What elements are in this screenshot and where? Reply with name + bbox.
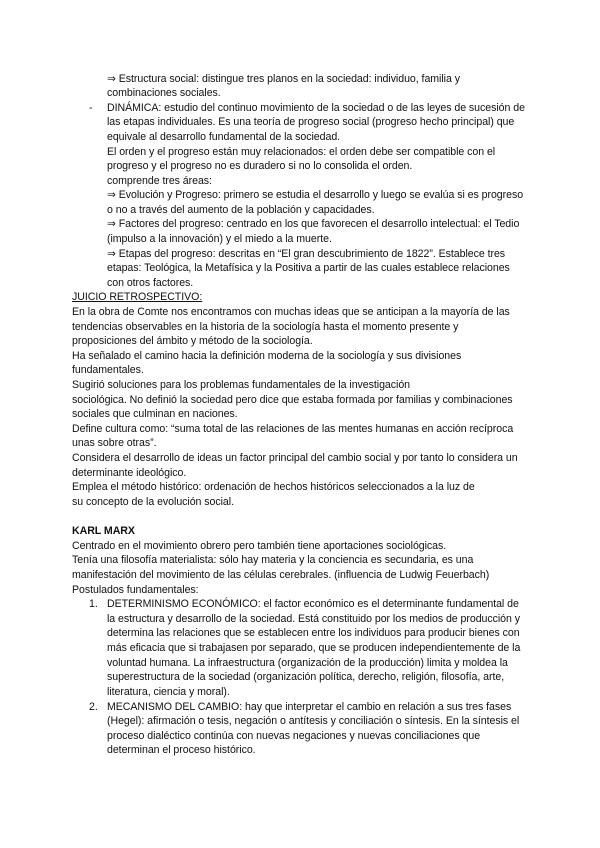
juicio-line: En la obra de Comte nos encontramos con muchas ideas que se anticipan a la mayoría de las	[72, 306, 510, 318]
area-etapas-line: con otros factores.	[107, 277, 194, 289]
juicio-heading: JUICIO RETROSPECTIVO:	[72, 291, 203, 303]
estructura-social-line: ⇒ Estructura social: distingue tres planos en la sociedad: individuo, familia y	[107, 73, 460, 85]
juicio-line: su concepto de la evolución social.	[72, 496, 234, 508]
juicio-line: determinante ideológico.	[72, 467, 187, 479]
postulado-line: determinan el proceso histórico.	[107, 744, 256, 756]
postulado-line: proceso dialéctico continúa con nuevas negaciones y nuevas conciliaciones que	[107, 730, 481, 742]
list-number: 1.	[89, 598, 98, 610]
postulado-line: MECANISMO DEL CAMBIO: hay que interpretar el cambio en relación a sus tres fases	[107, 701, 512, 713]
juicio-line: sociológica. No definió la sociedad pero dice que estaba formada por familias y combinaciones	[72, 394, 513, 406]
juicio-line: Considera el desarrollo de ideas un factor principal del cambio social y por tanto lo considera un	[72, 452, 518, 464]
area-etapas-line: etapas: Teológica, la Metafísica y la Positiva a partir de las cuales establece relaciones	[107, 262, 510, 274]
marx-heading: KARL MARX	[72, 525, 135, 537]
juicio-line: Define cultura como: “suma total de las relaciones de las mentes humanas en acción recíproca	[72, 423, 514, 435]
marx-intro-line: Centrado en el movimiento obrero pero también tiene aportaciones sociológicas.	[72, 540, 447, 552]
postulado-line: (Hegel): afirmación o tesis, negación o antítesis y conciliación o síntesis. En la síntesis el	[107, 715, 520, 727]
juicio-line: sociales que culminan en naciones.	[72, 408, 238, 420]
marx-intro-line: Tenía una filosofía materialista: sólo hay materia y la conciencia es secundaria, es una	[72, 554, 474, 566]
juicio-line: Emplea el método histórico: ordenación de hechos históricos seleccionados a la luz de	[72, 481, 475, 493]
postulado-line: DETERMINISMO ECONÓMICO: el factor económico es el determinante fundamental de	[107, 598, 519, 610]
juicio-line: tendencias observables en la historia de la sociología hasta el momento presente y	[72, 321, 459, 333]
juicio-line: Sugirió soluciones para los problemas fundamentales de la investigación	[72, 379, 411, 391]
dinamica-line: El orden y el progreso están muy relacionados: el orden debe ser compatible con el	[107, 146, 496, 158]
estructura-social-line: combinaciones sociales.	[107, 87, 221, 99]
postulado-line: literatura, ciencia y moral).	[107, 686, 230, 698]
list-bullet: -	[89, 102, 93, 114]
area-evolucion-line: o no a través del aumento de la población y capacidades.	[107, 204, 375, 216]
dinamica-line: progreso y el progreso no es duradero si no lo consolida el orden.	[107, 160, 413, 172]
juicio-line: proposiciones del ámbito y método de la sociología.	[72, 335, 313, 347]
marx-intro-line: manifestación del movimiento de las células cerebrales. (influencia de Ludwig Feuerbach)	[72, 569, 490, 581]
postulado-line: más eficacia que si trabajasen por separado, que se producen independientemente de la	[107, 642, 521, 654]
arrow-icon: ⇒	[107, 189, 116, 201]
arrow-icon: ⇒	[107, 218, 116, 230]
list-number: 2.	[89, 701, 98, 713]
area-factores-line: (impulso a la innovación) y el miedo a la muerte.	[107, 233, 332, 245]
dinamica-line: DINÁMICA: estudio del continuo movimiento de la sociedad o de las leyes de sucesión de	[107, 102, 525, 114]
area-factores-line: ⇒ Factores del progreso: centrado en los que favorecen el desarrollo intelectual: el Tedio	[107, 218, 520, 230]
arrow-icon: ⇒	[107, 248, 116, 260]
dinamica-line: comprende tres áreas:	[107, 175, 212, 187]
postulado-line: superestructura de la sociedad (organización política, derecho, religión, filosofía, arte,	[107, 671, 505, 683]
arrow-icon: ⇒	[107, 73, 116, 85]
area-evolucion-line: ⇒ Evolución y Progreso: primero se estudia el desarrollo y luego se evalúa si es progreso	[107, 189, 524, 201]
juicio-line: Ha señalado el camino hacia la definición moderna de la sociología y sus divisiones	[72, 350, 462, 362]
area-etapas-line: ⇒ Etapas del progreso: descritas en “El gran descubrimiento de 1822”. Establece tres	[107, 248, 506, 260]
marx-intro-line: Postulados fundamentales:	[72, 584, 199, 596]
juicio-line: fundamentales.	[72, 364, 144, 376]
dinamica-line: las etapas individuales. Es una teoría de progreso social (progreso hecho principal) que	[107, 116, 515, 128]
postulado-line: determina las relaciones que se establecen entre los individuos para producir bienes con	[107, 627, 520, 639]
postulado-line: la estructura y desarrollo de la sociedad. Está constituido por los medios de producción y	[107, 613, 521, 625]
juicio-line: unas sobre otras”.	[72, 437, 157, 449]
dinamica-line: equivale al desarrollo fundamental de la sociedad.	[107, 131, 341, 143]
postulado-line: voluntad humana. La infraestructura (organización de la producción) limita y moldea la	[107, 657, 508, 669]
